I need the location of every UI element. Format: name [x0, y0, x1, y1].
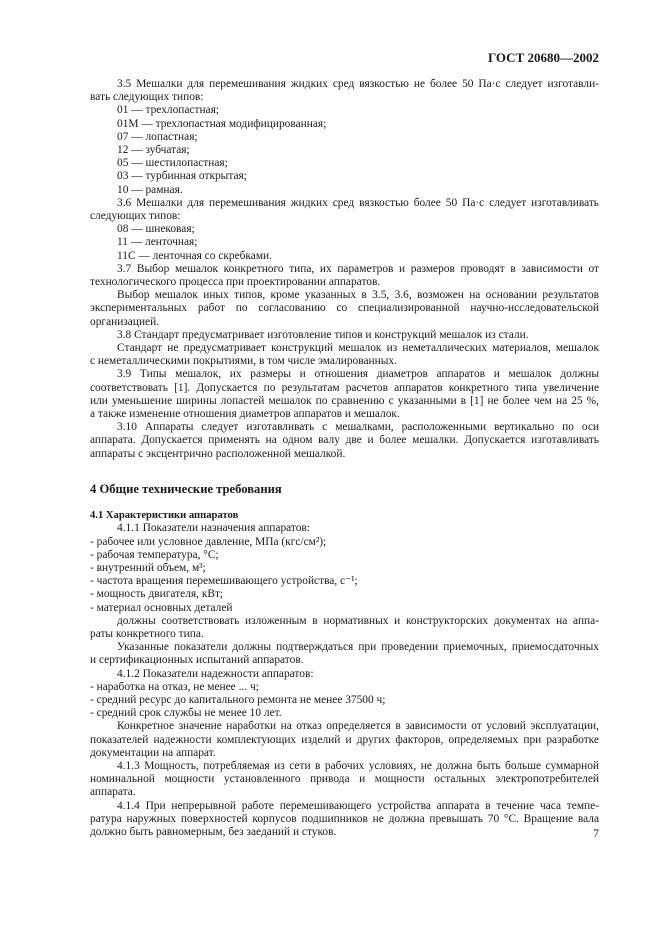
- text-line: вать следующих типов:: [90, 91, 204, 104]
- page-content: [90, 78, 599, 839]
- text-line: технологического процесса при проектировании аппаратов.: [90, 276, 381, 289]
- text-line: Указанные показатели должны подтверждаться при проведении приемочных, приемосдаточных: [117, 641, 599, 654]
- text-line: 4.1.3 Мощность, потребляемая из сети в рабочих условиях, не должна быть больше суммарной: [117, 759, 599, 772]
- text-line: раты конкретного типа.: [90, 627, 204, 640]
- text-line: 4.1.1 Показатели назначения аппаратов:: [117, 522, 310, 535]
- text-line: следующих типов:: [90, 210, 181, 223]
- text-line: ратура наружных поверхностей корпусов подшипников не должна превышать 70 °С. Вращение вала: [90, 812, 599, 825]
- text-line: - средний ресурс до капитального ремонта не менее 37500 ч;: [90, 693, 386, 706]
- text-line: 3.6 Мешалки для перемешивания жидких сред вязкостью более 50 Па·с следует изготавливать: [117, 196, 599, 209]
- text-line: - материал основных деталей: [90, 601, 233, 614]
- text-line: соответствовать [1]. Допускается по результатам расчетов аппаратов конкретного типа увеличение: [90, 381, 599, 394]
- text-line: - частота вращения перемешивающего устройства, с⁻¹;: [90, 575, 358, 588]
- text-line: документации на аппарат.: [90, 746, 216, 759]
- text-line: - средний срок службы не менее 10 лет.: [90, 707, 282, 720]
- text-line: показателей надежности комплектующих изделий и других факторов, определяемых при разработке: [90, 733, 599, 746]
- clauses-3: [90, 78, 599, 461]
- text-line: 3.8 Стандарт предусматривает изготовление типов и конструкций мешалок из стали.: [117, 328, 529, 341]
- text-line: 10 — рамная.: [117, 183, 183, 196]
- section-heading: 4 Общие технические требования: [90, 481, 282, 496]
- text-line: должны соответствовать изложенным в нормативных и конструкторских документах на аппа-: [117, 614, 599, 627]
- text-line: - рабочее или условное давление, МПа (кгс/см²);: [90, 535, 327, 548]
- text-line: 4.1.4 При непрерывной работе перемешивающего устройства аппарата в течение часа темпе-: [117, 799, 599, 812]
- text-line: аппарата.: [90, 786, 136, 799]
- text-line: 3.7 Выбор мешалок конкретного типа, их параметров и размеров проводят в зависимости от: [117, 262, 599, 275]
- text-line: 11С — ленточная со скребками.: [117, 249, 272, 262]
- clauses-4-1: [90, 522, 599, 839]
- text-line: 07 — лопастная;: [117, 130, 198, 143]
- text-line: 11 — ленточная;: [117, 236, 198, 249]
- text-line: аппараты с эксцентрично расположенной мешалкой.: [90, 447, 346, 460]
- text-line: - наработка на отказ, не менее ... ч;: [90, 680, 259, 693]
- subsection-heading: 4.1 Характеристики аппаратов: [90, 510, 239, 522]
- text-line: - мощность двигателя, кВт;: [90, 588, 224, 601]
- text-line: и сертификационных испытаний аппаратов.: [90, 654, 304, 667]
- document-code-header: ГОСТ 20680—2002: [487, 50, 599, 65]
- text-line: 08 — шнековая;: [117, 223, 195, 236]
- text-line: или уменьшение ширины лопастей мешалок по сравнению с указанными в [1] не более чем на 25 %,: [90, 394, 599, 407]
- text-line: Выбор мешалок иных типов, кроме указанных в 3.5, 3.6, возможен на основании результатов: [117, 289, 599, 302]
- text-line: 3.10 Аппараты следует изготавливать с мешалками, расположенными вертикально по оси: [117, 421, 599, 434]
- text-line: организацией.: [90, 315, 160, 328]
- text-line: - рабочая температура, °С;: [90, 548, 219, 561]
- text-line: а также изменение отношения диаметров аппаратов и мешалок.: [90, 408, 400, 421]
- text-line: - внутренний объем, м³;: [90, 561, 206, 574]
- text-line: 12 — зубчатая;: [117, 144, 190, 157]
- text-line: Стандарт не предусматривает конструкций мешалок из неметаллических материалов, мешалок: [117, 342, 599, 355]
- text-line: 05 — шестилопастная;: [117, 157, 228, 170]
- text-line: 01 — трехлопастная;: [117, 104, 220, 117]
- page-number: 7: [593, 828, 599, 840]
- text-line: экспериментальных работ по согласованию со специализированной научно-исследовательской: [90, 302, 599, 315]
- text-line: должно быть равномерным, без заеданий и стуков.: [90, 825, 337, 838]
- text-line: 03 — турбинная открытая;: [117, 170, 247, 183]
- text-line: 3.5 Мешалки для перемешивания жидких сред вязкостью не более 50 Па·с следует изготавли-: [117, 78, 599, 90]
- text-line: номинальной мощности установленного привода и мощности остальных электропотребителей: [90, 773, 599, 786]
- text-line: 01М — трехлопастная модифицированная;: [117, 117, 327, 130]
- text-line: Конкретное значение наработки на отказ определяется в зависимости от условий эксплуатации,: [117, 720, 599, 733]
- text-line: 3.9 Типы мешалок, их размеры и отношения диаметров аппаратов и мешалок должны: [117, 368, 599, 381]
- text-line: с неметаллическими покрытиями, в том числе эмалированных.: [90, 355, 397, 368]
- text-line: 4.1.2 Показатели надежности аппаратов:: [117, 667, 314, 680]
- text-line: аппарата. Допускается применять на одном валу две и более мешалки. Допускается изготавливать: [90, 434, 599, 447]
